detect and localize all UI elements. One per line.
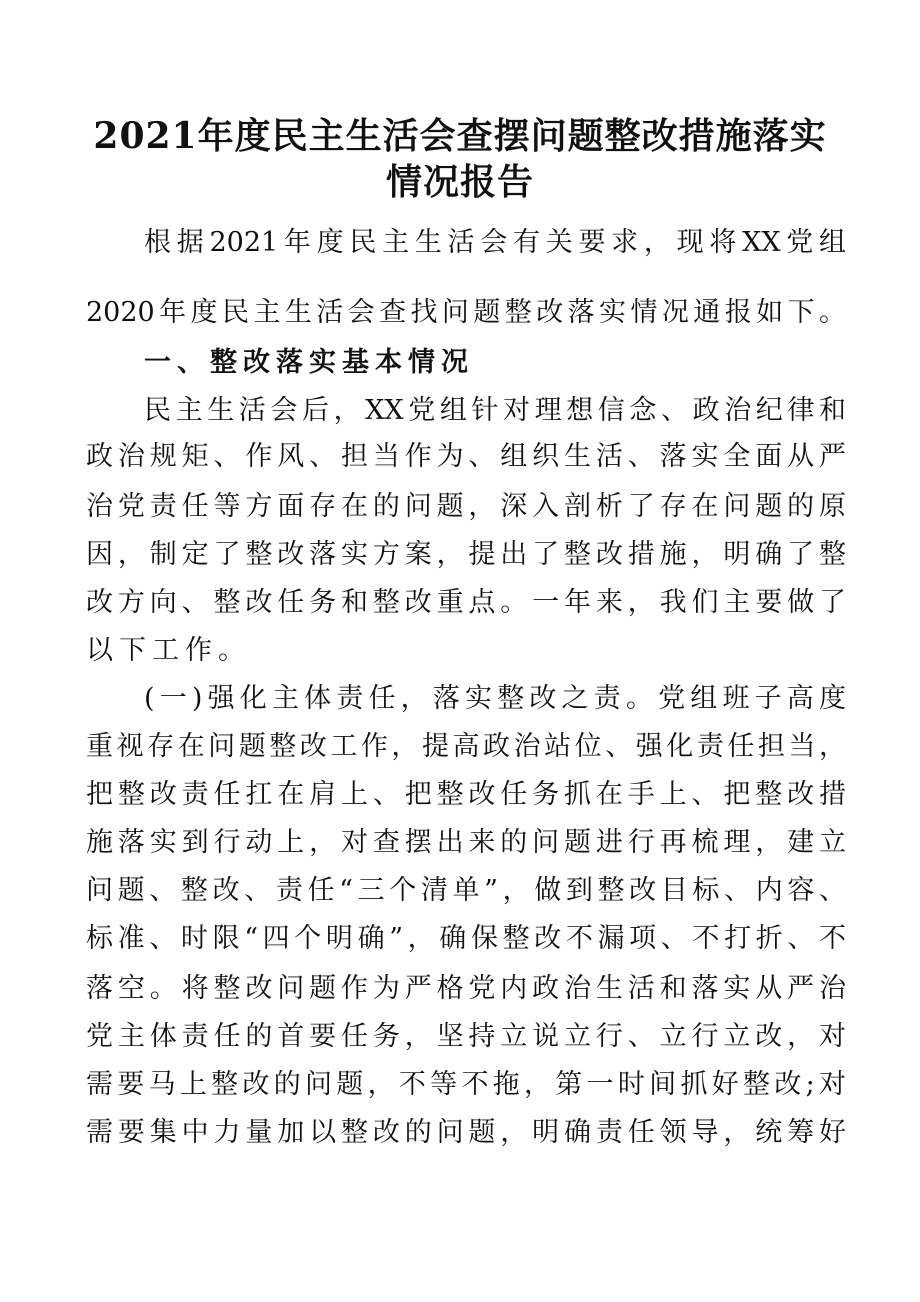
document-title-line-2: 情况报告 xyxy=(385,161,534,203)
paragraph-line: (一)强化主体责任，落实整改之责。党组班子高度 xyxy=(144,683,846,714)
paragraph-line: 落空。将整改问题作为严格党内政治生活和落实从严治 xyxy=(86,973,846,1004)
paragraph-line: 问题、整改、责任“三个清单”，做到整改目标、内容、 xyxy=(86,875,846,906)
paragraph-line: 因，制定了整改落实方案，提出了整改措施，明确了整 xyxy=(86,539,846,570)
section-heading: 一、整改落实基本情况 xyxy=(144,347,474,378)
paragraph-line: 施落实到行动上，对查摆出来的问题进行再梳理，建立 xyxy=(86,827,846,858)
paragraph-line: 标准、时限“四个明确”，确保整改不漏项、不打折、不 xyxy=(86,923,846,954)
paragraph-line: 民主生活会后，XX党组针对理想信念、政治纪律和 xyxy=(144,395,846,426)
paragraph-line: 以下工作。 xyxy=(86,635,251,666)
document-title-line-1: 2021年度民主生活会查摆问题整改措施落实 xyxy=(93,115,827,157)
paragraph-line: 党主体责任的首要任务，坚持立说立行、立行立改，对 xyxy=(86,1021,846,1052)
paragraph-line: 治党责任等方面存在的问题，深入剖析了存在问题的原 xyxy=(86,491,846,522)
paragraph-line: 改方向、整改任务和整改重点。一年来，我们主要做了 xyxy=(86,587,846,618)
paragraph-line: 需要马上整改的问题，不等不拖，第一时间抓好整改;对 xyxy=(86,1069,846,1100)
paragraph-line: 政治规矩、作风、担当作为、组织生活、落实全面从严 xyxy=(86,441,846,472)
intro-line: 根据2021年度民主生活会有关要求，现将XX党组 xyxy=(144,227,846,258)
paragraph-line: 把整改责任扛在肩上、把整改任务抓在手上、把整改措 xyxy=(86,779,846,810)
paragraph-line: 重视存在问题整改工作，提高政治站位、强化责任担当， xyxy=(86,731,846,762)
intro-line: 2020年度民主生活会查找问题整改落实情况通报如下。 xyxy=(86,297,846,328)
paragraph-line: 需要集中力量加以整改的问题，明确责任领导，统筹好 xyxy=(86,1117,846,1148)
